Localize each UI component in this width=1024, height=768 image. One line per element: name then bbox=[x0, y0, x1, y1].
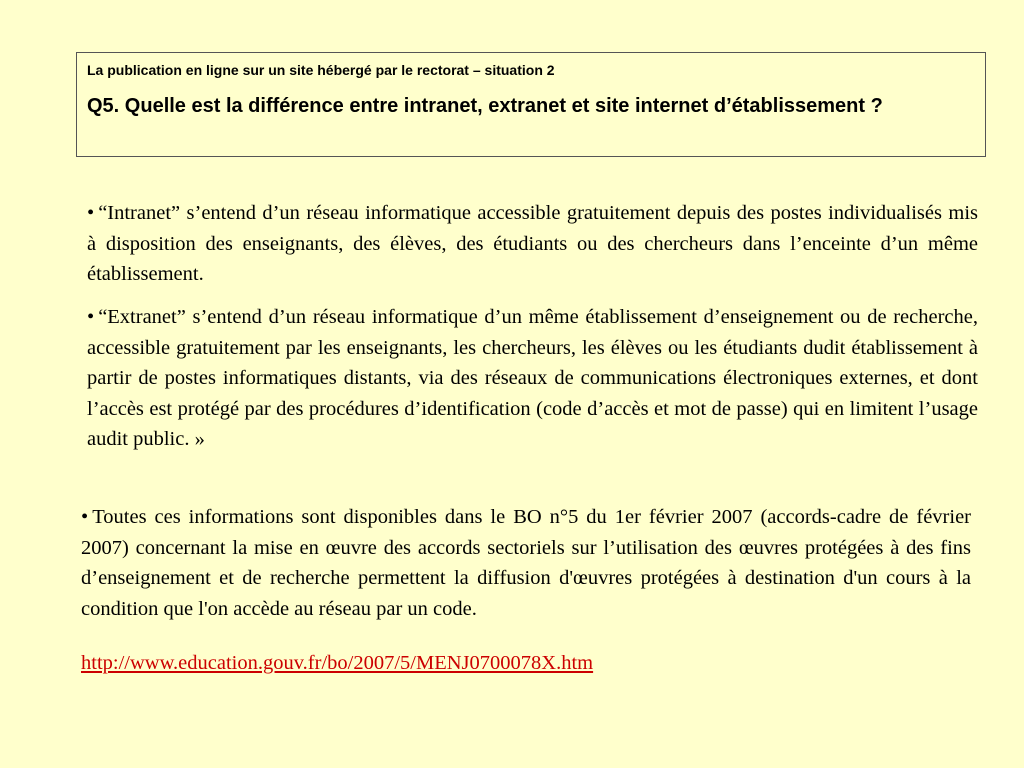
page-title: Q5. Quelle est la différence entre intranet, extranet et site internet d’établissement ? bbox=[87, 95, 883, 117]
paragraph-text: “Extranet” s’entend d’un réseau informatique d’un même établissement d’enseignement ou de recherche, accessible gratuitement par les enseignants, les chercheurs, les élèves ou les étudiants dudit établissement à partir de postes informatiques distants, via des réseaux de communications électroniques externes, et dont l’accès est protégé par des procédures d’identification (code d’accès et mot de passe) qui en limitent l’usage audit public. » bbox=[87, 306, 978, 450]
paragraph-intranet bbox=[87, 198, 978, 290]
paragraph-text: “Intranet” s’entend d’un réseau informatique accessible gratuitement depuis des postes individualisés mis à disposition des enseignants, des élèves, des étudiants ou des chercheurs dans l’enceinte d’un même établissement. bbox=[87, 202, 978, 285]
bullet-icon: • bbox=[87, 306, 95, 328]
paragraph-text: Toutes ces informations sont disponibles dans le BO n°5 du 1er février 2007 (accords-cadre de février 2007) concernant la mise en œuvre des accords sectoriels sur l’utilisation des œuvres protégées à des fins d’enseignement et de recherche permettent la diffusion d'œuvres protégées à destination d'un cours à la condition que l'on accède au réseau par un code. bbox=[81, 506, 971, 620]
header-subtitle: La publication en ligne sur un site hébergé par le rectorat – situation 2 bbox=[87, 62, 555, 78]
bo-link[interactable]: http://www.education.gouv.fr/bo/2007/5/MENJ0700078X.htm bbox=[81, 652, 594, 674]
bullet-icon: • bbox=[87, 202, 95, 224]
paragraph-bo-reference bbox=[81, 502, 971, 624]
paragraph-extranet bbox=[87, 302, 978, 455]
bullet-icon: • bbox=[81, 506, 89, 528]
header-box bbox=[76, 52, 986, 157]
